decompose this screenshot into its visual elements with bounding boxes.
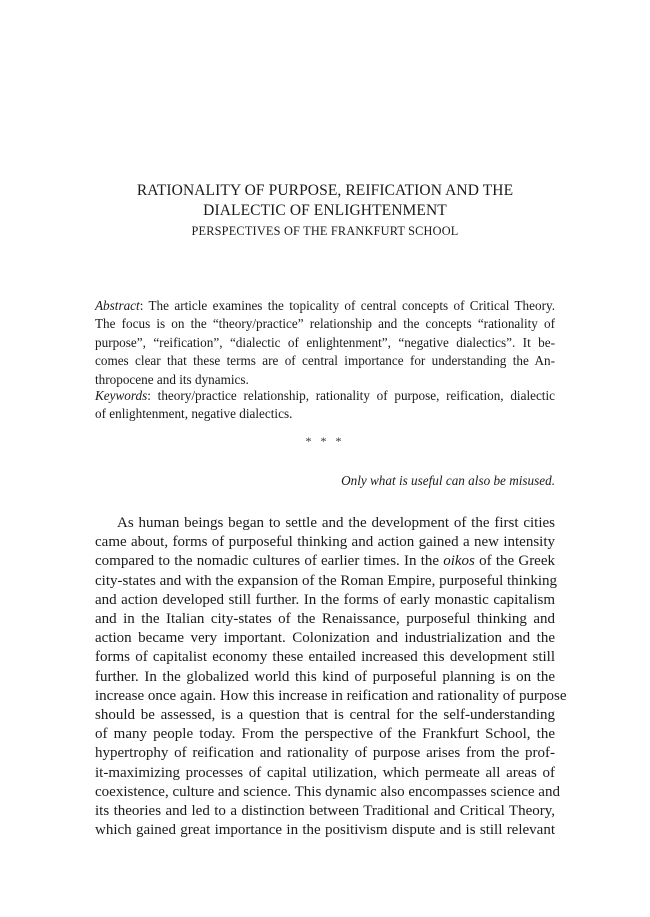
body-line: and in the Italian city-states of the Renaissance, purposeful thinking and — [95, 611, 555, 628]
body-line: it-maximizing processes of capital utilization, which permeate all areas of — [95, 764, 555, 781]
abstract-label: Abstract — [95, 298, 140, 313]
keywords-text-1: : theory/practice relationship, rationality of purpose, reification, dialectic — [147, 388, 555, 403]
keywords-label: Keywords — [95, 388, 148, 403]
abstract-line-1 — [95, 297, 555, 315]
abstract-line-2: The focus is on the “theory/practice” relationship and the concepts “rationality of — [95, 316, 555, 332]
body-line: should be assessed, is a question that is central for the self-understanding — [95, 707, 555, 724]
body-line: increase once again. How this increase in reification and rationality of purpose — [95, 687, 567, 704]
epigraph-quote: Only what is useful can also be misused. — [341, 473, 555, 488]
article-title-block — [95, 181, 555, 241]
body-text-segment: of the Greek — [474, 553, 556, 570]
body-line: forms of capitalist economy these entailed increased this development still — [95, 649, 555, 666]
body-line: its theories and led to a distinction between Traditional and Critical Theory, — [95, 803, 555, 820]
keywords-paragraph — [95, 387, 555, 424]
abstract-line-3: purpose”, “reification”, “dialectic of enlightenment”, “negative dialectics”. It be- — [95, 334, 555, 350]
body-line: As human beings began to settle and the development of the first cities — [117, 515, 555, 531]
keywords-line-1 — [95, 387, 555, 405]
body-line: and action developed still further. In the forms of early monastic capitalism — [95, 591, 555, 608]
body-line: which gained great importance in the positivism dispute and is still relevant — [95, 822, 555, 839]
abstract-paragraph — [95, 297, 555, 389]
section-separator: * * * — [305, 434, 345, 448]
body-text-segment: compared to the nomadic cultures of earlier times. In the — [95, 553, 444, 570]
body-line: came about, forms of purposeful thinking and action gained a new intensity — [95, 534, 555, 551]
keywords-line-2: of enlightenment, negative dialectics. — [95, 406, 293, 422]
body-line: city-states and with the expansion of the Roman Empire, purposeful thinking — [95, 572, 557, 589]
oikos-term: oikos — [443, 553, 475, 570]
abstract-text-1: : The article examines the topicality of central concepts of Critical Theory. — [139, 298, 555, 313]
article-title-line-2: DIALECTIC OF ENLIGHTENMENT — [203, 202, 447, 219]
body-line: coexistence, culture and science. This dynamic also encompasses science and — [95, 783, 560, 800]
body-paragraph — [95, 514, 567, 840]
body-line: hypertrophy of reification and rationality of purpose arises from the prof- — [95, 745, 555, 762]
article-title-line-1: RATIONALITY OF PURPOSE, REIFICATION AND THE — [136, 182, 514, 199]
body-line: of many people today. From the perspective of the Frankfurt School, the — [95, 726, 555, 743]
body-line: action became very important. Colonization and industrialization and the — [95, 630, 555, 647]
abstract-line-5: thropocene and its dynamics. — [95, 371, 249, 387]
body-line — [95, 552, 555, 571]
article-subtitle: PERSPECTIVES OF THE FRANKFURT SCHOOL — [191, 224, 459, 238]
abstract-line-4: comes clear that these terms are of central importance for understanding the An- — [95, 353, 555, 369]
body-line: further. In the globalized world this kind of purposeful planning is on the — [95, 668, 555, 685]
